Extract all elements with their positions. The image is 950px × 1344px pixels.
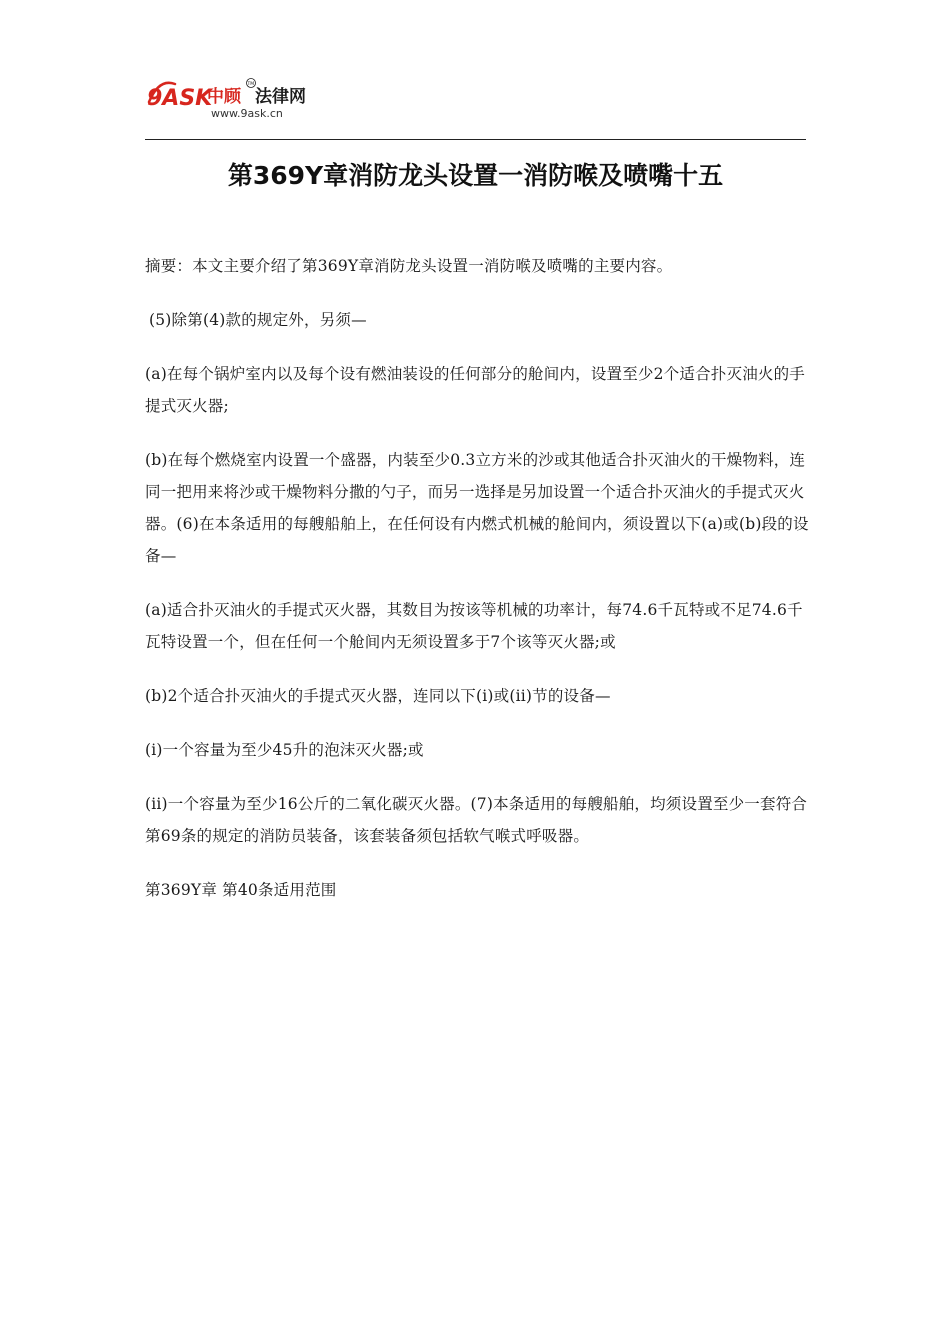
body-paragraph: (b)在每个燃烧室内设置一个盛器，内装至少0.3立方米的沙或其他适合扑灭油火的干燥物料，连同一把用来将沙或干燥物料分撒的勺子，而另一选择是另加设置一个适合扑灭油火的手提式灭火器。(6)在本条适用的每艘船舶上，在任何设有内燃式机械的舱间内，须设置以下(a)或(b)段的设备— — [145, 451, 809, 565]
body-paragraph: (a)在每个锅炉室内以及每个设有燃油装设的任何部分的舱间内，设置至少2个适合扑灭油火的手提式灭火器; — [145, 365, 805, 415]
logo-url: www.9ask.cn — [211, 107, 283, 120]
document-title: 第369Y章消防龙头设置一消防喉及喷嘴十五 — [227, 161, 724, 190]
body-paragraph: (ii)一个容量为至少16公斤的二氧化碳灭火器。(7)本条适用的每艘船舶，均须设置至少一套符合第69条的规定的消防员装备，该套装备须包括软气喉式呼吸器。 — [145, 795, 808, 845]
related-chapter-link[interactable]: 第369Y章 第40条适用范围 — [145, 881, 337, 899]
header-divider — [145, 139, 806, 140]
logo-mark: 9ASK — [147, 86, 213, 111]
body-paragraph: (i)一个容量为至少45升的泡沫灭火器;或 — [145, 741, 424, 759]
body-paragraph: (5)除第(4)款的规定外，另须— — [149, 311, 367, 329]
summary-paragraph: 摘要：本文主要介绍了第369Y章消防龙头设置一消防喉及喷嘴的主要内容。 — [145, 257, 673, 275]
logo-cn: 中顾 — [207, 87, 241, 107]
logo-name: 法律网 — [255, 87, 306, 107]
site-logo[interactable] — [145, 72, 345, 122]
document-body — [145, 250, 810, 928]
body-paragraph: (a)适合扑灭油火的手提式灭火器，其数目为按该等机械的功率计，每74.6千瓦特或不足74.6千瓦特设置一个，但在任何一个舱间内无须设置多于7个该等灭火器;或 — [145, 601, 803, 651]
body-paragraph: (b)2个适合扑灭油火的手提式灭火器，连同以下(i)或(ii)节的设备— — [145, 687, 611, 705]
logo-tm: TM — [247, 82, 255, 87]
logo-graphic — [145, 72, 345, 122]
